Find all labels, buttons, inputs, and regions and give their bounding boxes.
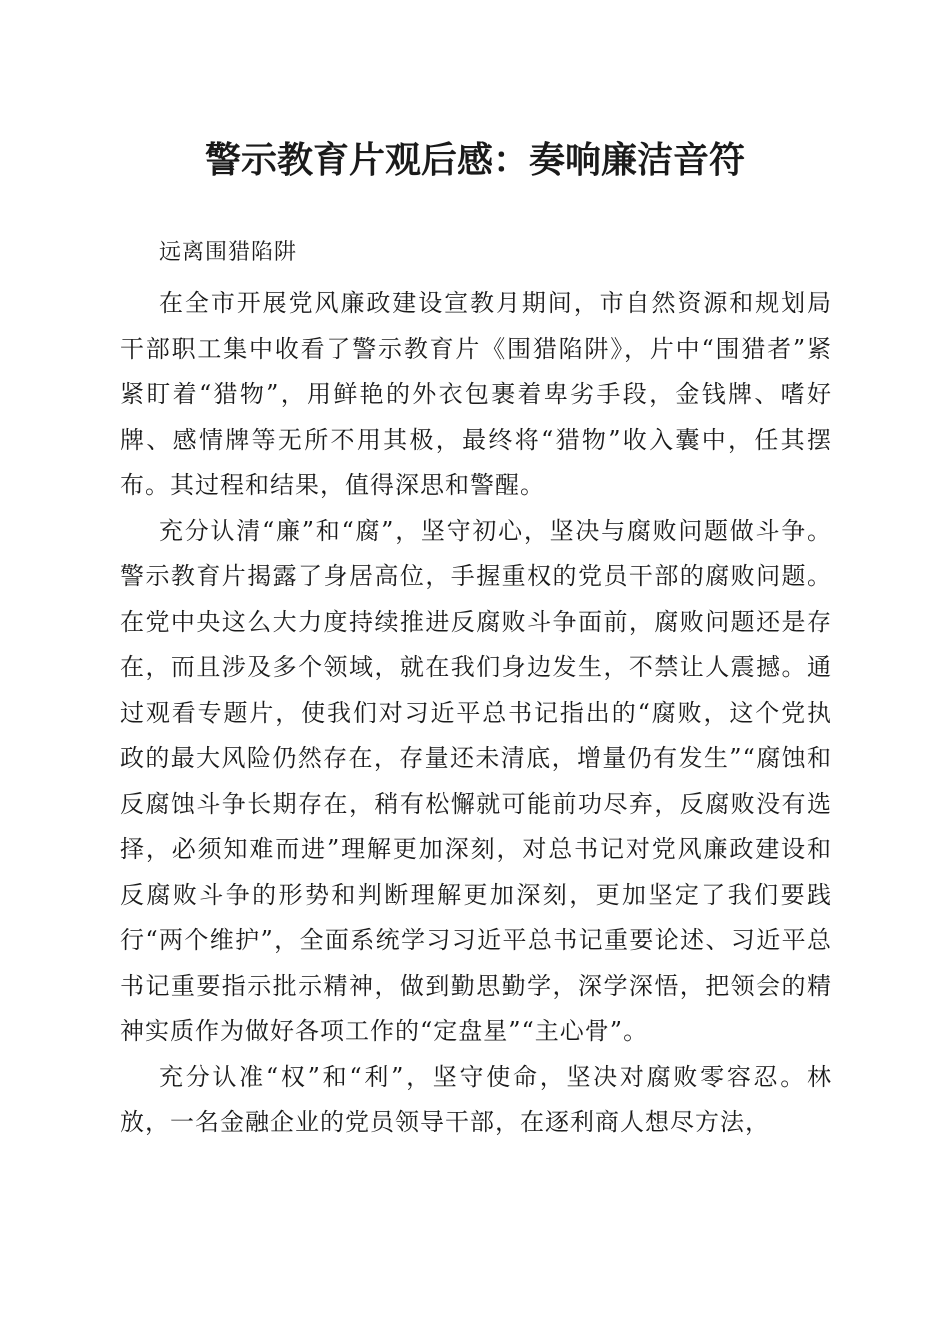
paragraph-3: 充分认准“权”和“利”，坚守使命，坚决对腐败零容忍。林放，一名金融企业的党员领导干部，在逐利商人想尽方法，	[120, 1062, 832, 1136]
paragraph-1: 在全市开展党风廉政建设宣教月期间，市自然资源和规划局干部职工集中收看了警示教育片《围猎陷阱》，片中“围猎者”紧紧盯着“猎物”，用鲜艳的外衣包裹着卑劣手段，金钱牌、嗜好牌、感情牌等无所不用其极，最终将“猎物”收入囊中，任其摆布。其过程和结果，值得深思和警醒。	[120, 289, 832, 499]
document-body	[120, 233, 832, 1146]
section-subheading: 远离围猎陷阱	[159, 240, 298, 265]
paragraph-2: 充分认清“廉”和“腐”，坚守初心，坚决与腐败问题做斗争。警示教育片揭露了身居高位，手握重权的党员干部的腐败问题。在党中央这么大力度持续推进反腐败斗争面前，腐败问题还是存在，而且涉及多个领域，就在我们身边发生，不禁让人震撼。通过观看专题片，使我们对习近平总书记指出的“腐败，这个党执政的最大风险仍然存在，存量还未清底，增量仍有发生”“腐蚀和反腐蚀斗争长期存在，稍有松懈就可能前功尽弃，反腐败没有选择，必须知难而进”理解更加深刻，对总书记对党风廉政建设和反腐败斗争的形势和判断理解更加深刻，更加坚定了我们要践行“两个维护”，全面系统学习习近平总书记重要论述、习近平总书记重要指示批示精神，做到勤思勤学，深学深悟，把领会的精神实质作为做好各项工作的“定盘星”“主心骨”。	[120, 516, 832, 1045]
document-title: 警示教育片观后感：奏响廉洁音符	[204, 139, 745, 181]
